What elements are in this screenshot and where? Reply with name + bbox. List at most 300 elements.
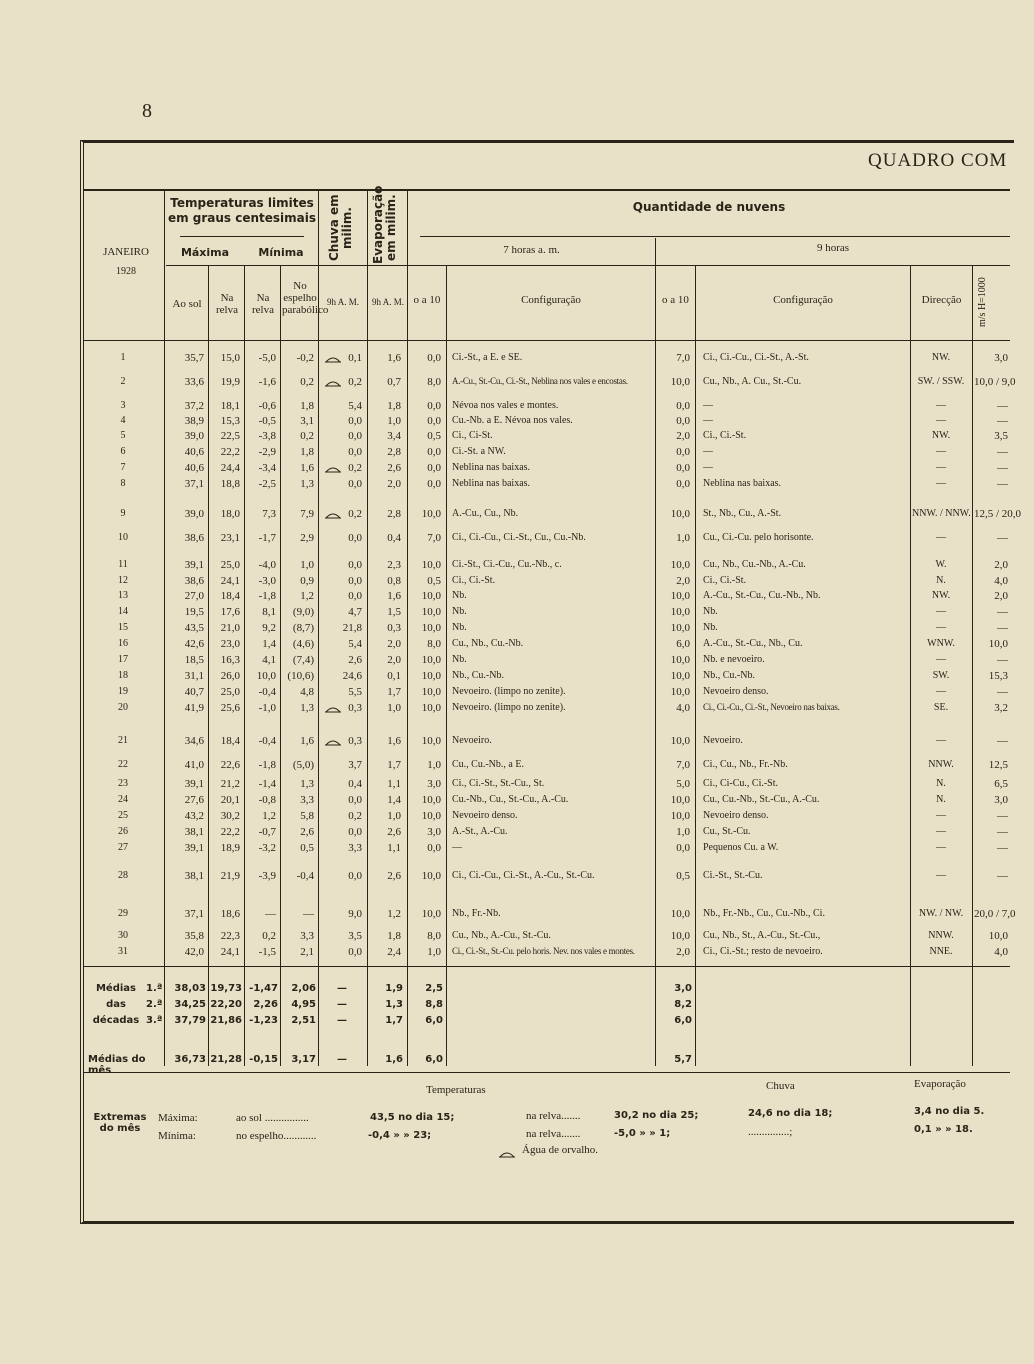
vel-cell: — (997, 622, 1008, 634)
c7-cell: A.-Cu., Cu., Nb. (452, 508, 519, 519)
n9-cell: 1,0 (676, 826, 690, 838)
mrelva-cell: -1,6 (258, 376, 276, 388)
vel-cell: 3,0 (994, 352, 1008, 364)
chuva-cell: 0,2 (348, 508, 362, 520)
chuva-cell: 0,0 (348, 870, 362, 882)
sol-cell: 33,6 (184, 376, 204, 388)
footer-maxima: Máxima: (158, 1112, 198, 1124)
c7-cell: A.-St., A.-Cu. (452, 826, 508, 837)
esp-cell: 3,3 (300, 794, 314, 806)
dir-cell: — (936, 446, 946, 457)
vel-cell: — (997, 606, 1008, 618)
table-row (0, 622, 1034, 638)
avg-mrelva-cell: -1,23 (249, 1015, 278, 1026)
sol-cell: 40,6 (184, 446, 204, 458)
footer-min-esp: no espelho............ (236, 1130, 317, 1142)
c9-cell: Nb., Cu.-Nb. (703, 670, 755, 681)
n7-cell: 10,0 (421, 810, 441, 822)
day-cell: 15 (118, 622, 128, 633)
mrelva-cell: 9,2 (262, 622, 276, 634)
evap-cell: 0,3 (387, 622, 401, 634)
c7-cell: Nb. (452, 590, 467, 601)
avg-relva-cell: 22,20 (210, 999, 242, 1010)
chuva-cell: 4,7 (348, 606, 362, 618)
relva-cell: 22,5 (220, 430, 240, 442)
c7-cell: Cu., Nb., A.-Cu., St.-Cu. (452, 930, 551, 941)
sol-cell: 42,0 (184, 946, 204, 958)
decade-2: 2.ª (146, 999, 163, 1010)
n9-cell: 10,0 (670, 654, 690, 666)
c9-cell: — (703, 446, 713, 457)
dir-cell: NW. (931, 590, 951, 601)
vel-cell: 20,0 / 7,0 (974, 908, 1016, 920)
mrelva-cell: -1,5 (258, 946, 276, 958)
sol-cell: 43,2 (184, 810, 204, 822)
esp-cell: (4,6) (292, 638, 314, 650)
c9-cell: Cu., Cu.-Nb., St.-Cu., A.-Cu. (703, 794, 820, 805)
dir-cell: N. (936, 794, 946, 805)
footer-evaporacao: Evaporação (914, 1078, 966, 1090)
mrelva-cell: 1,2 (262, 810, 276, 822)
mrelva-cell: -0,7 (258, 826, 276, 838)
day-cell: 31 (118, 946, 128, 957)
month-avg-esp-cell: 3,17 (291, 1054, 316, 1065)
chuva-cell: 0,0 (348, 794, 362, 806)
relva-cell: 22,3 (220, 930, 240, 942)
dir-cell: N. (936, 575, 946, 586)
mrelva-cell: 0,2 (262, 930, 276, 942)
relva-cell: 30,2 (220, 810, 240, 822)
n7-cell: 10,0 (421, 794, 441, 806)
table-row (0, 559, 1034, 575)
evap-cell: 1,5 (387, 606, 401, 618)
dew-legend-label: Água de orvalho. (522, 1144, 599, 1156)
evap-cell: 2,4 (387, 946, 401, 958)
esp-cell: 3,3 (300, 930, 314, 942)
c9-cell: Ci., Cu., Nb., Fr.-Nb. (703, 759, 788, 770)
day-cell: 6 (120, 446, 126, 457)
dew-icon (324, 464, 342, 477)
n9-cell: 5,0 (676, 778, 690, 790)
footer-temperaturas: Temperaturas (426, 1084, 486, 1096)
mrelva-cell: -0,6 (258, 400, 276, 412)
c9-cell: A.-Cu., St.-Cu., Nb., Cu. (703, 638, 803, 649)
esp-cell: 1,3 (300, 478, 314, 490)
maxima-header: Máxima (180, 246, 230, 259)
day-cell: 28 (118, 870, 128, 881)
page-number: 8 (142, 100, 152, 122)
n9-cell: 10,0 (670, 508, 690, 520)
table-row (0, 508, 1034, 524)
mrelva-cell: 4,1 (262, 654, 276, 666)
c7-cell: Cu.-Nb. a E. Névoa nos vales. (452, 415, 573, 426)
vel-cell: — (997, 478, 1008, 490)
n7-cell: 3,0 (427, 826, 441, 838)
footer-min-relva-val: -5,0 » » 1; (614, 1128, 671, 1139)
esp-cell: 1,2 (300, 590, 314, 602)
c7-cell: Neblina nas baixas. (452, 462, 531, 473)
table-row (0, 778, 1034, 794)
c9-cell: — (703, 462, 713, 473)
relva-cell: 22,2 (220, 826, 240, 838)
evap-cell: 0,4 (387, 532, 401, 544)
footer-extremas: Extremas do mês (93, 1112, 147, 1134)
c9-cell: Nb. (703, 606, 718, 617)
n9-cell: 10,0 (670, 794, 690, 806)
minima-header: Mínima (258, 246, 304, 259)
c7-cell: Nb. (452, 622, 467, 633)
n9-cell: 1,0 (676, 532, 690, 544)
vel-cell: 10,0 (988, 638, 1008, 650)
ao-sol-header: Ao sol (172, 298, 202, 310)
c7-cell: Ci.-St., Ci.-Cu., Cu.-Nb., c. (452, 559, 562, 570)
n7-cell: 8,0 (427, 638, 441, 650)
evap-cell: 1,2 (387, 908, 401, 920)
avg-evap-cell: 1,3 (385, 999, 403, 1010)
n9-cell: 0,0 (676, 446, 690, 458)
chuva-cell: 0,0 (348, 575, 362, 587)
n9-cell: 0,0 (676, 400, 690, 412)
oaio-2: o a 10 (662, 294, 689, 306)
dir-cell: — (936, 735, 946, 746)
dir-cell: N. (936, 778, 946, 789)
footer-max-sol-val: 43,5 no dia 15; (370, 1112, 455, 1123)
sol-cell: 35,8 (184, 930, 204, 942)
evap-cell: 2,0 (387, 654, 401, 666)
c9-cell: Ci., Ci.-St. (703, 430, 747, 441)
avg-esp-cell: 2,06 (291, 983, 316, 994)
dir-cell: NNE. (929, 946, 953, 957)
n7-cell: 8,0 (427, 376, 441, 388)
table-row (0, 400, 1034, 416)
table-row (0, 352, 1034, 368)
evap-cell: 2,6 (387, 870, 401, 882)
sol-cell: 37,1 (184, 478, 204, 490)
evap-cell: 1,1 (387, 778, 401, 790)
mrelva-cell: -2,9 (258, 446, 276, 458)
table-row (0, 702, 1034, 718)
config-1: Configuração (521, 294, 581, 306)
relva-cell: 15,0 (220, 352, 240, 364)
n9-cell: 10,0 (670, 908, 690, 920)
decade-3: 3.ª (146, 1015, 163, 1026)
vel-cell: — (997, 654, 1008, 666)
mrelva-cell: 8,1 (262, 606, 276, 618)
chuva-cell: 0,0 (348, 446, 362, 458)
table-row (0, 654, 1034, 670)
c9-cell: Nb., Fr.-Nb., Cu., Cu.-Nb., Ci. (703, 908, 825, 919)
c7-cell: Nb., Fr.-Nb. (452, 908, 501, 919)
sol-cell: 43,5 (184, 622, 204, 634)
relva-cell: 19,9 (220, 376, 240, 388)
c9-cell: Pequenos Cu. a W. (703, 842, 779, 853)
esp-cell: -0,2 (296, 352, 314, 364)
relva-cell: 21,0 (220, 622, 240, 634)
dir-cell: WNW. (927, 638, 955, 649)
day-cell: 4 (120, 415, 126, 426)
relva-cell: 26,0 (220, 670, 240, 682)
day-cell: 1 (120, 352, 126, 363)
month-label: JANEIRO (103, 246, 149, 258)
sol-cell: 38,1 (184, 826, 204, 838)
table-row (0, 930, 1034, 946)
averages-bottom-line (84, 1072, 1010, 1073)
vel-cell: — (997, 446, 1008, 458)
table-row (0, 794, 1034, 810)
avg-n9-cell: 8,2 (674, 999, 692, 1010)
n9-cell: 10,0 (670, 622, 690, 634)
esp-cell: (9,0) (292, 606, 314, 618)
esp-cell: 1,3 (300, 778, 314, 790)
avg-mrelva-cell: 2,26 (253, 999, 278, 1010)
avg-esp-cell: 4,95 (291, 999, 316, 1010)
n7-cell: 0,0 (427, 352, 441, 364)
c9-cell: Ci.-St., St.-Cu. (703, 870, 763, 881)
vel-cell: — (997, 842, 1008, 854)
c9-cell: Neblina nas baixas. (703, 478, 782, 489)
table-row (0, 415, 1034, 431)
avg-n7-cell: 6,0 (425, 1015, 443, 1026)
month-avg-chuva-cell: — (337, 1054, 347, 1065)
table-row (0, 376, 1034, 392)
vel-cell: 6,5 (994, 778, 1008, 790)
mrelva-cell: -3,8 (258, 430, 276, 442)
n7-cell: 0,5 (427, 575, 441, 587)
sol-cell: 39,1 (184, 842, 204, 854)
table-row (0, 430, 1034, 446)
n7-cell: 10,0 (421, 606, 441, 618)
relva-cell: 21,2 (220, 778, 240, 790)
c9-cell: St., Nb., Cu., A.-St. (703, 508, 782, 519)
mrelva-cell: -3,0 (258, 575, 276, 587)
c9-cell: Cu., Nb., Cu.-Nb., A.-Cu. (703, 559, 806, 570)
n9-cell: 2,0 (676, 430, 690, 442)
dir-cell: — (936, 532, 946, 543)
day-cell: 7 (120, 462, 126, 473)
day-cell: 25 (118, 810, 128, 821)
chuva-cell: 3,5 (348, 930, 362, 942)
esp-cell: 4,8 (300, 686, 314, 698)
day-cell: 9 (120, 508, 126, 519)
dew-icon (324, 378, 342, 391)
esp-cell: (8,7) (292, 622, 314, 634)
n9-cell: 10,0 (670, 735, 690, 747)
c9-cell: Cu., Nb., A. Cu., St.-Cu. (703, 376, 802, 387)
esp-cell: 0,2 (300, 430, 314, 442)
evap-cell: 2,6 (387, 826, 401, 838)
avg-esp-cell: 2,51 (291, 1015, 316, 1026)
evap-hour: 9h A. M. (371, 297, 404, 307)
day-cell: 5 (120, 430, 126, 441)
vel-cell: — (997, 400, 1008, 412)
c9-cell: Cu., St.-Cu. (703, 826, 751, 837)
day-cell: 18 (118, 670, 128, 681)
data-bottom-line (84, 966, 1010, 967)
sol-cell: 27,6 (184, 794, 204, 806)
day-cell: 10 (118, 532, 128, 543)
relva-cell: 24,4 (220, 462, 240, 474)
day-cell: 29 (118, 908, 128, 919)
relva-cell: 21,9 (220, 870, 240, 882)
mrelva-cell: -1,4 (258, 778, 276, 790)
c7-cell: Ci., Ci.-Cu., Ci.-St., A.-Cu., St.-Cu. (452, 870, 595, 881)
mrelva-cell: 10,0 (256, 670, 276, 682)
relva-cell: 23,1 (220, 532, 240, 544)
avg-sol-cell: 34,25 (174, 999, 206, 1010)
chuva-cell: 5,5 (348, 686, 362, 698)
day-cell: 23 (118, 778, 128, 789)
sol-cell: 39,0 (184, 430, 204, 442)
dir-cell: W. (935, 559, 947, 570)
chuva-cell: 0,0 (348, 430, 362, 442)
footer-min-relva: na relva....... (526, 1128, 581, 1140)
mrelva-cell: 7,3 (262, 508, 276, 520)
chuva-cell: 5,4 (348, 400, 362, 412)
esp-cell: 1,3 (300, 702, 314, 714)
day-cell: 17 (118, 654, 128, 665)
n7-cell: 10,0 (421, 559, 441, 571)
sete-horas-header: 7 horas a. m. (503, 244, 560, 256)
evap-cell: 2,6 (387, 462, 401, 474)
esp-cell: 0,5 (300, 842, 314, 854)
dir-cell: — (936, 826, 946, 837)
esp-cell: 1,6 (300, 462, 314, 474)
nuvens-underline (420, 236, 1010, 237)
relva-cell: 20,1 (220, 794, 240, 806)
c9-cell: Cu., Nb., St., A.-Cu., St.-Cu., (703, 930, 821, 941)
dir-cell: NW. (931, 430, 951, 441)
table-row (0, 478, 1034, 494)
esp-cell: 1,8 (300, 400, 314, 412)
relva-cell: 18,4 (220, 735, 240, 747)
c9-cell: Nevoeiro. (703, 735, 743, 746)
temperatures-header: Temperaturas limites em graus centesimais (167, 196, 317, 225)
sol-cell: 27,0 (184, 590, 204, 602)
c7-cell: Nevoeiro. (limpo no zenite). (452, 702, 566, 713)
n7-cell: 10,0 (421, 735, 441, 747)
n9-cell: 7,0 (676, 352, 690, 364)
dew-icon (324, 737, 342, 750)
table-row (0, 532, 1034, 548)
avg-chuva-cell: — (337, 999, 347, 1010)
c7-cell: Ci.-St. a NW. (452, 446, 506, 457)
chuva-cell: 5,4 (348, 638, 362, 650)
n7-cell: 0,0 (427, 400, 441, 412)
avg-n9-cell: 6,0 (674, 1015, 692, 1026)
relva-cell: 25,0 (220, 686, 240, 698)
chuva-cell: 0,2 (348, 462, 362, 474)
sol-cell: 41,0 (184, 759, 204, 771)
esp-cell: 2,9 (300, 532, 314, 544)
chuva-cell: 9,0 (348, 908, 362, 920)
table-row (0, 686, 1034, 702)
c7-cell: — (452, 842, 462, 853)
c7-cell: Cu.-Nb., Cu., St.-Cu., A.-Cu. (452, 794, 569, 805)
c9-cell: Ci., Ci-Cu., Ci.-St. (703, 778, 779, 789)
dir-cell: — (936, 686, 946, 697)
espelho-header: No espelho parabólico (282, 280, 329, 316)
dir-cell: — (936, 400, 946, 411)
day-cell: 26 (118, 826, 128, 837)
chuva-cell: 21,8 (342, 622, 362, 634)
table-row (0, 446, 1034, 462)
n9-cell: 10,0 (670, 930, 690, 942)
n7-cell: 1,0 (427, 759, 441, 771)
table-row (0, 590, 1034, 606)
chuva-hour: 9h A. M. (326, 297, 359, 307)
mrelva-cell: -2,5 (258, 478, 276, 490)
evap-cell: 2,0 (387, 478, 401, 490)
evap-cell: 1,0 (387, 702, 401, 714)
n9-cell: 0,0 (676, 478, 690, 490)
dir-cell: — (936, 870, 946, 881)
mrelva-cell: — (265, 908, 276, 920)
c7-cell: Ci., Ci.-St., St.-Cu., St. (452, 778, 545, 789)
c7-cell: Ci., Ci.-Cu., Ci.-St., Cu., Cu.-Nb. (452, 532, 586, 543)
sol-cell: 38,1 (184, 870, 204, 882)
header-top-line (84, 189, 1010, 191)
dir-cell: — (936, 654, 946, 665)
c7-cell: Nevoeiro. (limpo no zenite). (452, 686, 566, 697)
sol-cell: 38,9 (184, 415, 204, 427)
nuvens-header: Quantidade de nuvens (632, 200, 786, 214)
sol-cell: 18,5 (184, 654, 204, 666)
vel-cell: — (997, 415, 1008, 427)
c9-cell: Ci., Ci.-St.; resto de nevoeiro. (703, 946, 823, 957)
c7-cell: Nevoeiro. (452, 735, 492, 746)
table-title: QUADRO COM (868, 150, 1008, 171)
n9-cell: 10,0 (670, 376, 690, 388)
header-bottom-line (84, 340, 1010, 341)
n7-cell: 10,0 (421, 686, 441, 698)
n9-cell: 10,0 (670, 590, 690, 602)
avg-sol-cell: 38,03 (174, 983, 206, 994)
table-row (0, 670, 1034, 686)
vel-cell: — (997, 826, 1008, 838)
n7-cell: 7,0 (427, 532, 441, 544)
mrelva-cell: -1,8 (258, 590, 276, 602)
dir-cell: NNW. / NNW. (912, 508, 971, 519)
esp-cell: 7,9 (300, 508, 314, 520)
n9-cell: 7,0 (676, 759, 690, 771)
avg-chuva-cell: — (337, 1015, 347, 1026)
sol-cell: 40,6 (184, 462, 204, 474)
vel-cell: 10,0 (988, 930, 1008, 942)
n7-cell: 0,0 (427, 842, 441, 854)
day-cell: 11 (118, 559, 128, 570)
c7-cell: Ci., Ci.-St. (452, 575, 496, 586)
mrelva-cell: -3,4 (258, 462, 276, 474)
vel-cell: — (997, 532, 1008, 544)
chuva-cell: 0,2 (348, 810, 362, 822)
dir-cell: — (936, 810, 946, 821)
mrelva-cell: -0,4 (258, 735, 276, 747)
relva-cell: 23,0 (220, 638, 240, 650)
n9-cell: 10,0 (670, 810, 690, 822)
c9-cell: Nevoeiro denso. (703, 686, 769, 697)
footer-max-sol: ao sol ................ (236, 1112, 309, 1124)
n7-cell: 0,0 (427, 415, 441, 427)
dir-cell: — (936, 415, 946, 426)
sol-cell: 35,7 (184, 352, 204, 364)
chuva-cell: 3,3 (348, 842, 362, 854)
evap-cell: 1,6 (387, 352, 401, 364)
dew-icon (324, 704, 342, 717)
vel-cell: — (997, 870, 1008, 882)
dir-cell: — (936, 478, 946, 489)
n9-cell: 6,0 (676, 638, 690, 650)
esp-cell: -0,4 (296, 870, 314, 882)
